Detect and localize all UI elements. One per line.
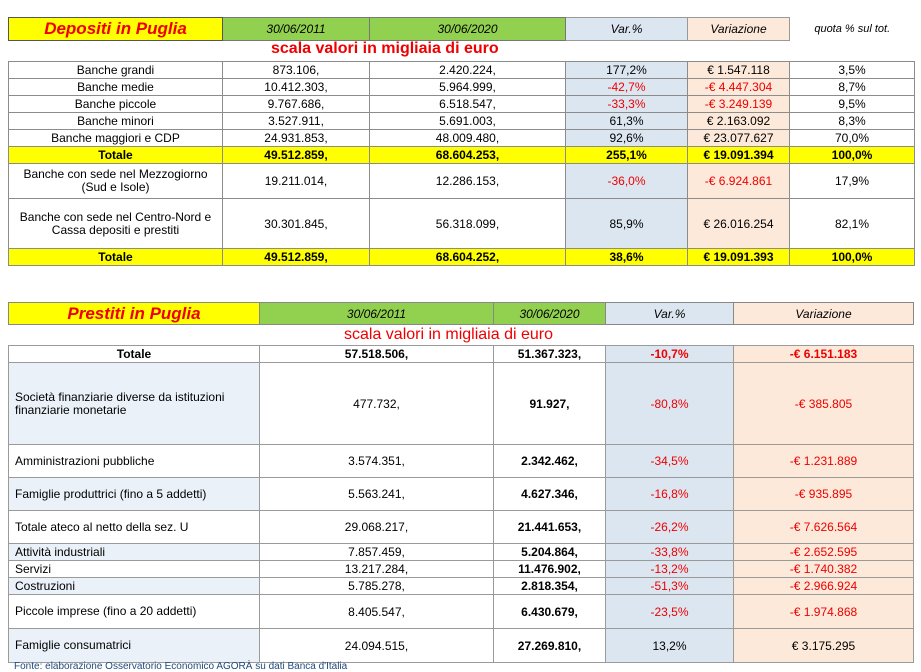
depositi-value-2020: 48.009.480, bbox=[370, 130, 566, 147]
prestiti-row-label: Famiglie produttrici (fino a 5 addetti) bbox=[9, 478, 260, 511]
depositi-value-2020: 68.604.253, bbox=[370, 147, 566, 164]
prestiti-var-pct: -34,5% bbox=[606, 445, 734, 478]
depositi-row-label: Banche medie bbox=[9, 79, 223, 96]
depositi-share: 100,0% bbox=[790, 147, 915, 164]
depositi-col-diff: Variazione bbox=[688, 18, 790, 41]
depositi-share: 8,3% bbox=[790, 113, 915, 130]
prestiti-value-2011: 24.094.515, bbox=[260, 629, 494, 663]
prestiti-var-pct: 13,2% bbox=[606, 629, 734, 663]
prestiti-value-2011: 3.574.351, bbox=[260, 445, 494, 478]
depositi-row-label: Totale bbox=[9, 147, 223, 164]
depositi-value-2011: 19.211.014, bbox=[223, 164, 370, 199]
depositi-row-label: Banche minori bbox=[9, 113, 223, 130]
depositi-row-label: Banche con sede nel Centro-Nord e Cassa depositi e prestiti bbox=[9, 199, 223, 249]
depositi-value-2020: 5.964.999, bbox=[370, 79, 566, 96]
prestiti-col-diff: Variazione bbox=[734, 303, 914, 325]
prestiti-value-2020: 2.818.354, bbox=[494, 578, 606, 595]
prestiti-var-pct: -13,2% bbox=[606, 561, 734, 578]
depositi-diff: -€ 3.249.139 bbox=[688, 96, 790, 113]
depositi-row bbox=[9, 62, 915, 79]
prestiti-var-pct: -51,3% bbox=[606, 578, 734, 595]
prestiti-header bbox=[8, 302, 914, 325]
depositi-row bbox=[9, 79, 915, 96]
prestiti-value-2020: 51.367.323, bbox=[494, 346, 606, 363]
prestiti-col-2020: 30/06/2020 bbox=[494, 303, 606, 325]
prestiti-diff: -€ 7.626.564 bbox=[734, 511, 914, 544]
depositi-table bbox=[8, 61, 915, 266]
prestiti-value-2011: 29.068.217, bbox=[260, 511, 494, 544]
depositi-value-2011: 49.512.859, bbox=[223, 249, 370, 266]
depositi-share: 9,5% bbox=[790, 96, 915, 113]
prestiti-row bbox=[9, 478, 914, 511]
depositi-header bbox=[8, 17, 915, 41]
prestiti-row bbox=[9, 578, 914, 595]
depositi-share: 100,0% bbox=[790, 249, 915, 266]
depositi-var-pct: 255,1% bbox=[566, 147, 688, 164]
depositi-value-2020: 12.286.153, bbox=[370, 164, 566, 199]
prestiti-value-2011: 477.732, bbox=[260, 363, 494, 445]
depositi-col-share: quota % sul tot. bbox=[814, 23, 891, 35]
depositi-diff: € 26.016.254 bbox=[688, 199, 790, 249]
depositi-row bbox=[9, 130, 915, 147]
depositi-var-pct: 177,2% bbox=[566, 62, 688, 79]
prestiti-diff: -€ 935.895 bbox=[734, 478, 914, 511]
depositi-value-2020: 5.691.003, bbox=[370, 113, 566, 130]
prestiti-value-2011: 5.785.278, bbox=[260, 578, 494, 595]
depositi-value-2020: 6.518.547, bbox=[370, 96, 566, 113]
prestiti-row-label: Società finanziarie diverse da istituzioni finanziarie monetarie bbox=[9, 363, 260, 445]
prestiti-diff: € 3.175.295 bbox=[734, 629, 914, 663]
depositi-diff: € 1.547.118 bbox=[688, 62, 790, 79]
prestiti-row-label: Servizi bbox=[9, 561, 260, 578]
depositi-diff: € 19.091.394 bbox=[688, 147, 790, 164]
depositi-var-pct: 92,6% bbox=[566, 130, 688, 147]
prestiti-row-label: Costruzioni bbox=[9, 578, 260, 595]
depositi-diff: -€ 4.447.304 bbox=[688, 79, 790, 96]
prestiti-row-label: Totale ateco al netto della sez. U bbox=[9, 511, 260, 544]
prestiti-row bbox=[9, 561, 914, 578]
prestiti-var-pct: -33,8% bbox=[606, 544, 734, 561]
prestiti-table bbox=[8, 345, 914, 663]
depositi-value-2011: 3.527.911, bbox=[223, 113, 370, 130]
prestiti-diff: -€ 1.740.382 bbox=[734, 561, 914, 578]
prestiti-value-2011: 7.857.459, bbox=[260, 544, 494, 561]
prestiti-value-2020: 2.342.462, bbox=[494, 445, 606, 478]
depositi-value-2011: 9.767.686, bbox=[223, 96, 370, 113]
depositi-diff: € 23.077.627 bbox=[688, 130, 790, 147]
depositi-row-label: Banche grandi bbox=[9, 62, 223, 79]
depositi-var-pct: 85,9% bbox=[566, 199, 688, 249]
prestiti-row-label: Famiglie consumatrici bbox=[9, 629, 260, 663]
depositi-var-pct: 61,3% bbox=[566, 113, 688, 130]
depositi-var-pct: -42,7% bbox=[566, 79, 688, 96]
prestiti-row bbox=[9, 445, 914, 478]
source-footnote: Fonte: elaborazione Osservatorio Economico AGORÀ su dati Banca d'Italia bbox=[14, 661, 348, 672]
depositi-share: 82,1% bbox=[790, 199, 915, 249]
prestiti-row-label: Piccole imprese (fino a 20 addetti) bbox=[9, 595, 260, 629]
depositi-title: Depositi in Puglia bbox=[9, 18, 223, 41]
prestiti-value-2020: 5.204.864, bbox=[494, 544, 606, 561]
prestiti-row bbox=[9, 363, 914, 445]
prestiti-value-2020: 4.627.346, bbox=[494, 478, 606, 511]
depositi-row bbox=[9, 147, 915, 164]
depositi-row-label: Banche maggiori e CDP bbox=[9, 130, 223, 147]
depositi-diff: € 2.163.092 bbox=[688, 113, 790, 130]
depositi-row bbox=[9, 164, 915, 199]
prestiti-scale-note: scala valori in migliaia di euro bbox=[344, 326, 553, 343]
depositi-share: 17,9% bbox=[790, 164, 915, 199]
prestiti-row-label: Totale bbox=[9, 346, 260, 363]
prestiti-title: Prestiti in Puglia bbox=[9, 303, 260, 325]
depositi-diff: € 19.091.393 bbox=[688, 249, 790, 266]
depositi-var-pct: -33,3% bbox=[566, 96, 688, 113]
depositi-row-label: Totale bbox=[9, 249, 223, 266]
prestiti-diff: -€ 1.231.889 bbox=[734, 445, 914, 478]
prestiti-value-2011: 13.217.284, bbox=[260, 561, 494, 578]
depositi-value-2011: 30.301.845, bbox=[223, 199, 370, 249]
prestiti-diff: -€ 2.966.924 bbox=[734, 578, 914, 595]
prestiti-value-2020: 21.441.653, bbox=[494, 511, 606, 544]
prestiti-value-2020: 6.430.679, bbox=[494, 595, 606, 629]
depositi-value-2011: 10.412.303, bbox=[223, 79, 370, 96]
prestiti-var-pct: -16,8% bbox=[606, 478, 734, 511]
depositi-var-pct: 38,6% bbox=[566, 249, 688, 266]
prestiti-value-2020: 27.269.810, bbox=[494, 629, 606, 663]
depositi-row bbox=[9, 96, 915, 113]
prestiti-diff: -€ 2.652.595 bbox=[734, 544, 914, 561]
depositi-col-2020: 30/06/2020 bbox=[370, 18, 566, 41]
prestiti-diff: -€ 385.805 bbox=[734, 363, 914, 445]
depositi-row bbox=[9, 199, 915, 249]
prestiti-var-pct: -10,7% bbox=[606, 346, 734, 363]
prestiti-row bbox=[9, 511, 914, 544]
prestiti-col-var: Var.% bbox=[606, 303, 734, 325]
prestiti-row-label: Attività industriali bbox=[9, 544, 260, 561]
prestiti-var-pct: -23,5% bbox=[606, 595, 734, 629]
prestiti-row bbox=[9, 346, 914, 363]
depositi-row-label: Banche con sede nel Mezzogiorno (Sud e Isole) bbox=[9, 164, 223, 199]
prestiti-diff: -€ 1.974.868 bbox=[734, 595, 914, 629]
prestiti-value-2020: 91.927, bbox=[494, 363, 606, 445]
prestiti-diff: -€ 6.151.183 bbox=[734, 346, 914, 363]
prestiti-value-2011: 57.518.506, bbox=[260, 346, 494, 363]
depositi-scale-note: scala valori in migliaia di euro bbox=[271, 40, 499, 57]
depositi-share: 8,7% bbox=[790, 79, 915, 96]
depositi-diff: -€ 6.924.861 bbox=[688, 164, 790, 199]
prestiti-var-pct: -26,2% bbox=[606, 511, 734, 544]
depositi-value-2011: 24.931.853, bbox=[223, 130, 370, 147]
depositi-value-2011: 49.512.859, bbox=[223, 147, 370, 164]
prestiti-col-2011: 30/06/2011 bbox=[260, 303, 494, 325]
prestiti-row bbox=[9, 629, 914, 663]
prestiti-var-pct: -80,8% bbox=[606, 363, 734, 445]
depositi-col-2011: 30/06/2011 bbox=[223, 18, 370, 41]
prestiti-row bbox=[9, 544, 914, 561]
depositi-share: 3,5% bbox=[790, 62, 915, 79]
prestiti-value-2011: 8.405.547, bbox=[260, 595, 494, 629]
depositi-value-2020: 56.318.099, bbox=[370, 199, 566, 249]
depositi-row bbox=[9, 113, 915, 130]
depositi-row-label: Banche piccole bbox=[9, 96, 223, 113]
depositi-share: 70,0% bbox=[790, 130, 915, 147]
depositi-var-pct: -36,0% bbox=[566, 164, 688, 199]
depositi-value-2011: 873.106, bbox=[223, 62, 370, 79]
depositi-col-var: Var.% bbox=[566, 18, 688, 41]
prestiti-value-2011: 5.563.241, bbox=[260, 478, 494, 511]
depositi-value-2020: 68.604.252, bbox=[370, 249, 566, 266]
prestiti-value-2020: 11.476.902, bbox=[494, 561, 606, 578]
depositi-row bbox=[9, 249, 915, 266]
prestiti-row-label: Amministrazioni pubbliche bbox=[9, 445, 260, 478]
prestiti-row bbox=[9, 595, 914, 629]
depositi-value-2020: 2.420.224, bbox=[370, 62, 566, 79]
